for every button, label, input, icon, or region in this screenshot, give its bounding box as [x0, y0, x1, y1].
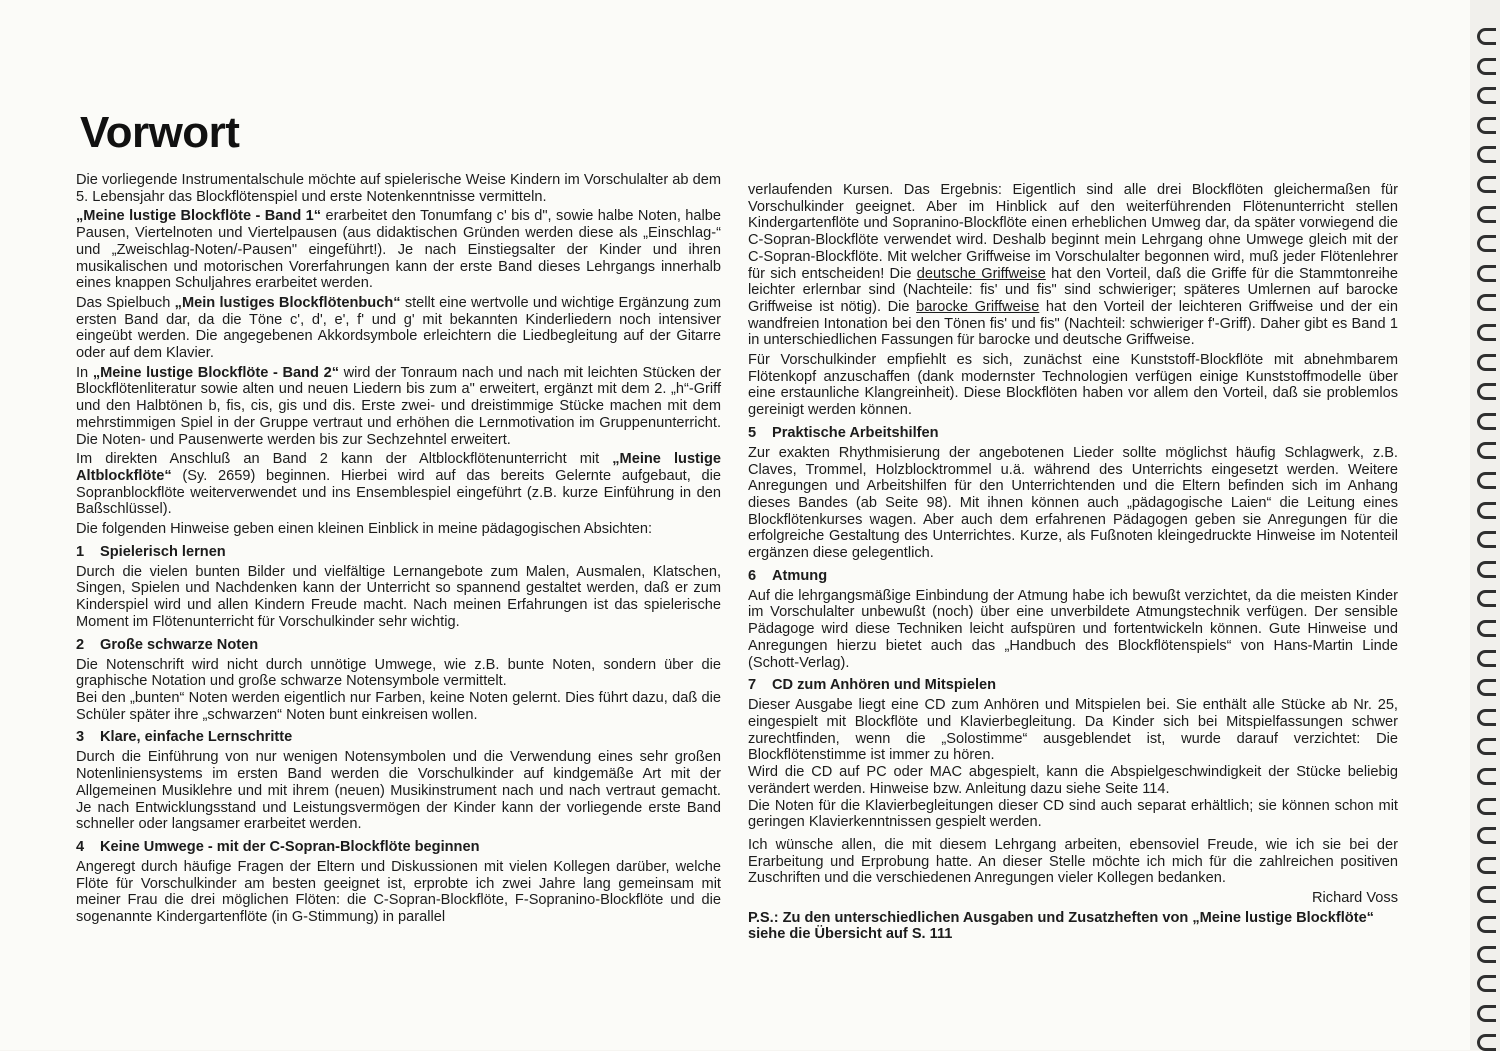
section-3-text: Durch die Einführung von nur wenigen Notensymbolen und die Verwendung eines sehr großen Notenliniensystems im ersten Band werden die Vorschulkinder auf kindgemäße Art mit der Allgemeinen Musiklehre und mit ihrem (neuen) Musikinstrument nach und nach vertraut gemacht. Je nach Entwicklungsstand und Leistungsvermögen der Kinder kann der vorliegende erste Band schneller oder langsamer erarbeitet werden. [76, 749, 721, 833]
spielbuch-title: „Mein lustiges Blockflötenbuch“ [174, 294, 401, 311]
intro-paragraph: Die vorliegende Instrumentalschule möchte auf spielerische Weise Kindern im Vorschulalter ab dem 5. Lebensjahr das Blockflötenspiel und erste Notenkenntnisse vermitteln. [76, 172, 721, 205]
section-6-text: Auf die lehrgangsmäßige Einbindung der Atmung habe ich bewußt verzichtet, da die meisten Kinder im Vorschulalter unbewußt (noch) über eine unverbildete Atmungstechnik verfügen. Der sensible Pädagoge wird diese Techniken leicht aufspüren und fortentwickeln können. Gute Hinweise und Anregungen hierzu bietet auch das „Handbuch des Blockflötenspiels“ von Hans-Martin Linde (Schott-Verlag). [748, 587, 1398, 671]
binding-ring [1477, 886, 1496, 903]
right-column [748, 182, 1398, 946]
binding-ring [1477, 590, 1496, 607]
section-2-title: Große schwarze Noten [100, 636, 259, 653]
binding-ring [1477, 1005, 1496, 1022]
binding-ring [1477, 857, 1496, 874]
binding-ring [1477, 235, 1496, 252]
binding-ring [1477, 502, 1496, 519]
band2-title: „Meine lustige Blockflöte - Band 2“ [92, 364, 339, 381]
binding-ring [1477, 146, 1496, 163]
band1-title: „Meine lustige Blockflöte - Band 1“ [76, 208, 322, 225]
alt-title: „Meine lustige Altblockflöte“ [76, 451, 721, 484]
binding-ring [1477, 738, 1496, 755]
alt-text: (Sy. 2659) beginnen. Hierbei wird auf das bereits Gelernte aufgebaut, die Sopranblockflöte weiterverwendet und ins Ensemblespiel eingeführt (z.B. kurze Einführung in den Baßschlüssel). [76, 467, 721, 518]
binding-ring [1477, 354, 1496, 371]
binding-ring [1477, 324, 1496, 341]
alt-paragraph [76, 451, 721, 518]
binding-ring [1477, 709, 1496, 726]
section-4-title: Keine Umwege - mit der C-Sopran-Blockflöte beginnen [100, 838, 480, 855]
section-2-text-2: Bei den „bunten“ Noten werden eigentlich nur Farben, keine Noten gelernt. Dies führt dazu, daß die Schüler später ihre „schwarzen“ Noten bunt einkreisen wollen. [76, 689, 721, 723]
binding-ring [1477, 117, 1496, 134]
band2-paragraph [76, 365, 721, 449]
binding-ring [1477, 531, 1496, 548]
spielbuch-pre: Das Spielbuch [76, 294, 175, 311]
section-1-number: 1 [76, 543, 85, 560]
binding-ring [1477, 383, 1496, 400]
griffweise-rest: hat den Vorteil der leichteren Griffweise und der ein wandfreien Intonation bei den Tönen fis' und fis" (Nachteil: schwieriger f'-Griff). Daher gibt es Band 1 in unterschiedlichen Fassungen für barocke und deutsche Griffweise. [748, 298, 1398, 349]
section-1-title: Spielerisch lernen [100, 543, 226, 560]
section-6-title: Atmung [772, 567, 828, 584]
section-6-number: 6 [748, 567, 757, 584]
band2-text: wird der Tonraum nach und nach mit leichten Stücken der Blockflötenliteratur sowie alten und neuen Liedern bis zum a" erweitert, ergänzt mit dem 2. „h“-Griff und den Halbtönen b, fis, cis, gis und dis. Erste zwei- und dreistimmige Stücke machen mit dem mehrstimmigen Spiel in der Gruppe vertraut und erhöhen die Lernmotivation im Gruppenunterricht. Die Noten- und Pausenwerte werden bis zur Sechzehntel erweitert. [76, 364, 721, 448]
section-3-heading [76, 729, 721, 746]
binding-ring [1477, 1034, 1496, 1051]
binding-ring [1477, 768, 1496, 785]
binding-ring [1477, 472, 1496, 489]
section-7-number: 7 [748, 677, 757, 694]
hinweise-paragraph: Die folgenden Hinweise geben einen kleinen Einblick in meine pädagogischen Absichten: [76, 521, 653, 538]
binding-ring [1477, 650, 1496, 667]
griffweise-pre: verlaufenden Kursen. Das Ergebnis: Eigentlich sind alle drei Blockflöten gleichermaßen für Vorschulkinder geeignet. Aber im Hinblick auf den weiterführenden Flötenunterricht stellen Kindergartenflöte und Sopranino-Blockflöte einen erheblichen Umweg dar, da später vorwiegend die C-Sopran-Blockflöte verwendet wird. Deshalb beginnt mein Lehrgang ohne Umwege gleich mit der C-Sopran-Blockflöte. Mit welcher Griffweise im Vorschulalter begonnen wird, muß jeder Flötenlehrer für sich entscheiden! Die [748, 182, 1398, 282]
binding-ring [1477, 28, 1496, 45]
spielbuch-text: stellt eine wertvolle und wichtige Ergänzung zum ersten Band dar, da die Töne c', d', e', f' und g' mit bekannten Kinderliedern noch intensiver eingeübt werden. Die angegebenen Akkordsymbole erleichtern die Liedbegleitung auf der Gitarre oder auf dem Klavier. [76, 294, 721, 362]
left-column [76, 172, 721, 929]
binding-ring [1477, 946, 1496, 963]
binding-ring [1477, 827, 1496, 844]
binding-ring [1477, 58, 1496, 75]
section-1-heading [76, 544, 721, 561]
binding-ring [1477, 413, 1496, 430]
binding-ring [1477, 206, 1496, 223]
binding-ring [1477, 679, 1496, 696]
binding-ring [1477, 87, 1496, 104]
alt-pre: Im direkten Anschluß an Band 2 kann der Altblockflötenunterricht mit [76, 451, 613, 468]
binding-ring [1477, 176, 1496, 193]
signature: Richard Voss [1312, 890, 1398, 907]
section-3-title: Klare, einfache Lernschritte [100, 729, 293, 746]
section-5-title: Praktische Arbeitshilfen [772, 424, 939, 441]
section-4-heading [76, 839, 721, 856]
section-5-heading [748, 425, 1398, 442]
griffweise-paragraph [748, 182, 1398, 349]
section-7-title: CD zum Anhören und Mitspielen [772, 677, 997, 694]
spiral-binding [1470, 0, 1500, 1050]
barocke-griffweise-term: barocke Griffweise [916, 298, 1040, 315]
binding-ring [1477, 916, 1496, 933]
section-2-heading [76, 637, 721, 654]
section-7-text-3: Die Noten für die Klavierbegleitungen dieser CD sind auch separat erhältlich; sie können schon mit geringen Klavierkenntnissen gespielt werden. [748, 797, 1398, 831]
section-7-heading [748, 677, 1398, 694]
binding-ring [1477, 294, 1496, 311]
section-7-text-2: Wird die CD auf PC oder MAC abgespielt, kann die Abspielgeschwindigkeit der Stücke beliebig verändert werden. Hinweise bzw. Anleitung dazu siehe Seite 114. [748, 764, 1398, 797]
section-6-heading [748, 568, 1398, 585]
postscript: P.S.: Zu den unterschiedlichen Ausgaben und Zusatzheften von „Meine lustige Blockflöte“ siehe die Übersicht auf S. 111 [748, 909, 1374, 943]
binding-ring [1477, 975, 1496, 992]
binding-ring [1477, 561, 1496, 578]
kunststoff-paragraph: Für Vorschulkinder empfiehlt es sich, zunächst eine Kunststoff-Blockflöte mit abnehmbarem Flötenkopf anzuschaffen (dank modernster Technologien verfügen einige Kunststoffmodelle über eine erstaunliche Klangreinheit). Diese Blockflöten haben vor allem den Vorteil, daß sie problemlos gereinigt werden können. [748, 352, 1398, 419]
section-2-text-1: Die Notenschrift wird nicht durch unnötige Umwege, wie z.B. bunte Noten, sondern über die graphische Notation und große schwarze Notensymbole vermittelt. [76, 656, 721, 690]
band1-paragraph [76, 208, 721, 292]
binding-ring [1477, 620, 1496, 637]
section-7-text-1: Dieser Ausgabe liegt eine CD zum Anhören und Mitspielen bei. Sie enthält alle Stücke ab Nr. 25, eingespielt mit Blockflöte und Klavierbegleitung. Da Kinder sich bei Mitspielfassungen schwer zurechtfinden, wenn die „Solostimme“ ausgeblendet ist, wurde darauf verzichtet: Die Blockflötenstimme ist immer zu hören. [748, 697, 1398, 764]
griffweise-mid: hat den Vorteil, daß die Griffe für die Stammtonreihe leichter erlernbar sind (Nachteile: fis' und fis" sind schwieriger; späteres Umlernen auf barocke Griffweise ist nötig). Die [748, 265, 1398, 315]
binding-ring [1477, 442, 1496, 459]
binding-ring [1477, 798, 1496, 815]
section-5-text: Zur exakten Rhythmisierung der angebotenen Lieder sollte möglichst häufig Schlagwerk, z.B. Claves, Trommel, Holzblocktrommel u.ä. während des Unterrichts eingesetzt werden. Weitere Anregungen und Arbeitshilfen für den Unterrichtenden und die Eltern befinden sich im Anhang dieses Bandes (ab Seite 98). Mit ihnen können auch „pädagogische Laien“ die Leitung eines Blockflötenkurses wagen. Aber auch dem erfahrenen Pädagogen geben sie Anregungen für die erfolgreiche Gestaltung des Unterrichtes. Kurze, als Fußnoten kleingedruckte Hinweise im Notenteil ergänzen diese gelegentlich. [748, 444, 1398, 562]
section-4-text: Angeregt durch häufige Fragen der Eltern und Diskussionen mit vielen Kollegen darüber, welche Flöte für Vorschulkinder am besten geeignet ist, erprobte ich zwei Jahre lang gemeinsam mit meiner Frau die drei möglichen Flöten: die C-Sopran-Blockflöte, F-Sopranino-Blockflöte und die sogenannte Kindergartenflöte (in G-Stimmung) in parallel [76, 858, 721, 926]
page-title: Vorwort [80, 108, 240, 157]
closing-paragraph: Ich wünsche allen, die mit diesem Lehrgang arbeiten, ebensoviel Freude, wie ich sie bei der Erarbeitung und Erprobung hatte. An dieser Stelle möchte ich mich für die zahlreichen positiven Zuschriften und die verschiedenen Anregungen vieler Kollegen bedanken. [748, 836, 1398, 887]
deutsche-griffweise-term: deutsche Griffweise [916, 265, 1046, 282]
band2-pre: In [76, 364, 93, 381]
section-1-text: Durch die vielen bunten Bilder und vielfältige Lernangebote zum Malen, Ausmalen, Klatschen, Singen, Spielen und Nachdenken kann der Unterricht so spannend gestaltet werden, daß er zum Kinderspiel wird und allen Kindern Freude macht. Nach meinen Erfahrungen ist das spielerische Moment im Flötenunterricht für Vorschulkinder sehr wichtig. [76, 563, 721, 630]
section-5-number: 5 [748, 424, 757, 441]
band1-text: erarbeitet den Tonumfang c' bis d", sowie halbe Noten, halbe Pausen, Viertelnoten und Viertelpausen (aus didaktischen Gründen werden diese als „Einschlag-“ und „Zweischlag-Noten/-Pausen" eingeführt!). Je nach Einstiegsalter der Kinder und ihren musikalischen und motorischen Vorerfahrungen kann der erste Band dieses Lehrgangs innerhalb eines knappen Schuljahres erarbeitet werden. [76, 208, 721, 292]
section-3-number: 3 [76, 729, 85, 746]
spielbuch-paragraph [76, 295, 721, 362]
binding-ring [1477, 265, 1496, 282]
section-2-number: 2 [76, 636, 85, 653]
section-4-number: 4 [76, 838, 85, 855]
